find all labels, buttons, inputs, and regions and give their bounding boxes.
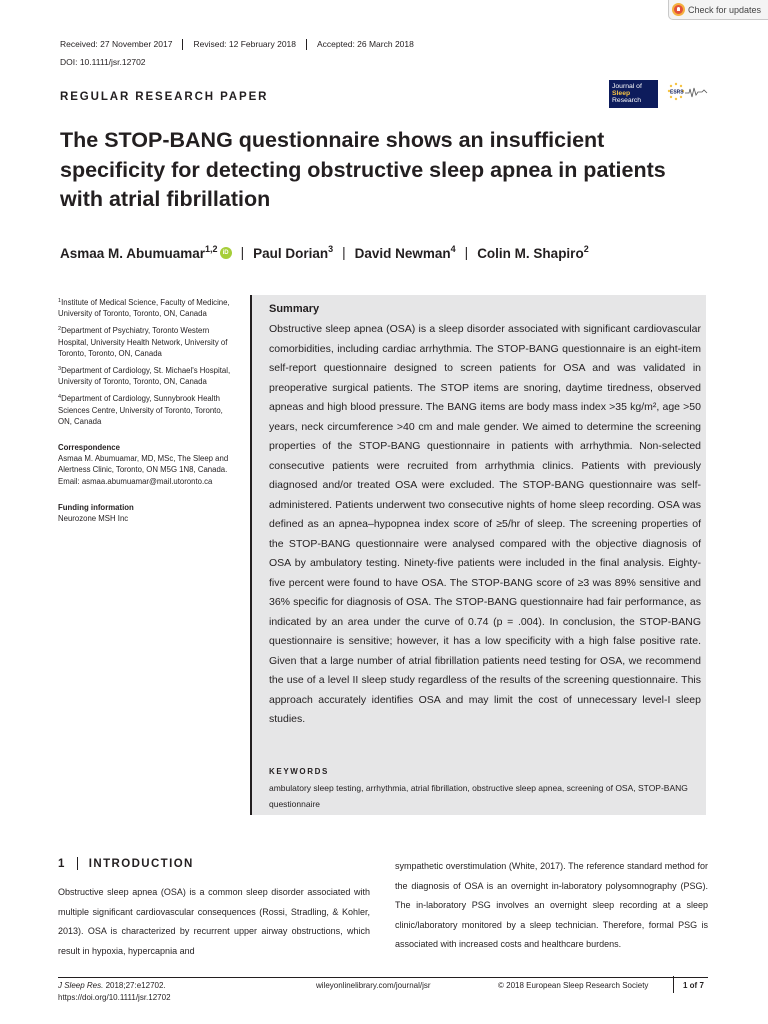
affiliation: $^3$Department of Cardiology, St. Michael's Hospital, University of Toronto, Toronto, ON, Canada [58, 366, 231, 387]
summary-text: Obstructive sleep apnea (OSA) is a sleep disorder associated with significant cardiovascular comorbidities, including cardiac arrhythmia. The STOP-BANG questionnaire is an eight-item self-report questionnaire designed to screen patients for OSA and was validated in preoperative surgical patients. The STOP items are snoring, daytime tiredness, observed apneas and high blood pressure. The BANG items are body mass index >35 kg/m², age >50 years, neck circumference >40 cm and male gender. We aimed to determine the screening properties of the STOP-BANG questionnaire in patients with arrhythmia. Non-selected consecutive patients were recruited from arrhythmia clinics. Patients with previously diagnosed and/or treated OSA were excluded. The STOP-BANG questionnaire was self-administered. Patients underwent two consecutive nights of home sleep recording. OSA was defined as an apnea–hypopnea index score of ≥5/hr of sleep. The screening properties of the STOP-BANG questionnaire were analysed compared with the objective diagnosis of OSA by ambulatory testing. Ninety-five patients were included in the final analysis. Eighty-five percent were found to have OSA. The STOP-BANG score of ≥3 was 89% sensitive and 36% specific for diagnosis of OSA. The STOP-BANG questionnaire had fair performance, as indicated by an area under the curve of 0.74 (p = .004). In conclusion, the STOP-BANG questionnaire is sensitive; however, it has a low specificity with a high false positive rate. Given that a large number of atrial fibrillation patients need testing for OSA, we recommend the use of a level II sleep study regardless of the results of the screening questionnaire. This approach accurately identifies OSA and may limit the cost of unnecessary level-I sleep studies. [269, 323, 701, 725]
esrs-logo [662, 80, 708, 108]
accepted-date: Accepted: 26 March 2018 [306, 39, 424, 50]
correspondence-email[interactable]: Email: asmaa.abumuamar@mail.utoronto.ca [58, 476, 213, 486]
author-2[interactable]: Paul Dorian$^3$ [253, 244, 334, 261]
summary-heading: Summary [269, 303, 320, 315]
orcid-icon[interactable]: iD [220, 247, 232, 259]
correspondence [58, 442, 238, 487]
author-list: Asmaa M. Abumuamar$^{1,2}$ iD | Paul Dorian$^3$ | David Newman$^4$ | Colin M. Shapiro$^2$ [60, 244, 589, 261]
funding-heading: Funding information [58, 502, 134, 512]
intro-paragraph-right: sympathetic overstimulation (White, 2017). The reference standard method for the diagnosis of OSA is an overnight in-laboratory polysomnography (PSG). The in-laboratory PSG involves an overnight sleep recording at a sleep clinic/laboratory monitored by a sleep technician. Therefore, formal PSG is associated with increased costs and healthcare burdens. [395, 861, 708, 949]
article-history [60, 39, 424, 50]
affiliations [58, 296, 238, 427]
journal-logo-line3: Research [612, 97, 642, 104]
section-title: INTRODUCTION [88, 857, 194, 870]
check-for-updates-label: Check for updates [688, 4, 762, 15]
received-date: Received: 27 November 2017 [60, 39, 173, 49]
doi: DOI: 10.1111/jsr.12702 [60, 57, 146, 67]
journal-logo-line1: Journal of [612, 83, 642, 90]
affiliation: $^2$Department of Psychiatry, Toronto Western Hospital, University Health Network, University of Toronto, Toronto, ON, Canada [58, 326, 228, 358]
check-for-updates-button[interactable] [668, 0, 768, 20]
author-1[interactable]: Asmaa M. Abumuamar$^{1,2}$ [60, 244, 218, 261]
intro-paragraph-left: Obstructive sleep apnea (OSA) is a common sleep disorder associated with multiple significant cardiovascular consequences (Rossi, Stradling, & Kohler, 2013). OSA is characterized by recurrent upper airway obstructions, which result in hypoxia, hypercapnia and [58, 887, 370, 956]
revised-date: Revised: 12 February 2018 [182, 39, 306, 50]
update-icon [672, 3, 685, 16]
footer-copyright: © 2018 European Sleep Research Society [498, 981, 649, 990]
footer-divider [58, 977, 708, 978]
affiliation: $^4$Department of Cardiology, Sunnybrook Health Sciences Centre, University of Toronto, Toronto, ON, Canada [58, 394, 223, 426]
author-4[interactable]: Colin M. Shapiro$^2$ [477, 244, 589, 261]
footer-doi-link[interactable]: https://doi.org/10.1111/jsr.12702 [58, 993, 171, 1002]
page-number: 1 of 7 [673, 976, 704, 993]
footer-citation: J Sleep Res. 2018;27:e12702. [58, 981, 166, 990]
keywords-text: ambulatory sleep testing, arrhythmia, atrial fibrillation, obstructive sleep apnea, screening of OSA, STOP-BANG questionnaire [269, 783, 688, 809]
sidebar-info [58, 296, 238, 539]
author-3[interactable]: David Newman$^4$ [354, 244, 456, 261]
funding-text: Neurozone MSH Inc [58, 514, 129, 524]
footer-site-link[interactable]: wileyonlinelibrary.com/journal/jsr [316, 981, 431, 990]
section-number: 1 [58, 857, 66, 870]
section-heading-introduction [58, 857, 194, 870]
journal-logo-line2: Sleep [612, 90, 631, 97]
affiliation: $^1$Institute of Medical Science, Faculty of Medicine, University of Toronto, Toronto, ON, Canada [58, 298, 230, 319]
journal-logo [609, 80, 658, 108]
esrs-logo-text: ESRS [670, 89, 684, 96]
article-type: REGULAR RESEARCH PAPER [60, 91, 269, 103]
article-title: The STOP-BANG questionnaire shows an insufficient specificity for detecting obstructive sleep apnea in patients with atrial fibrillation [60, 128, 666, 211]
keywords-heading: KEYWORDS [269, 767, 329, 776]
correspondence-text: Asmaa M. Abumuamar, MD, MSc, The Sleep and Alertness Clinic, Toronto, ON M5G 1N8, Canada. [58, 454, 229, 475]
correspondence-heading: Correspondence [58, 443, 120, 453]
summary-box [250, 295, 706, 815]
funding [58, 502, 238, 524]
